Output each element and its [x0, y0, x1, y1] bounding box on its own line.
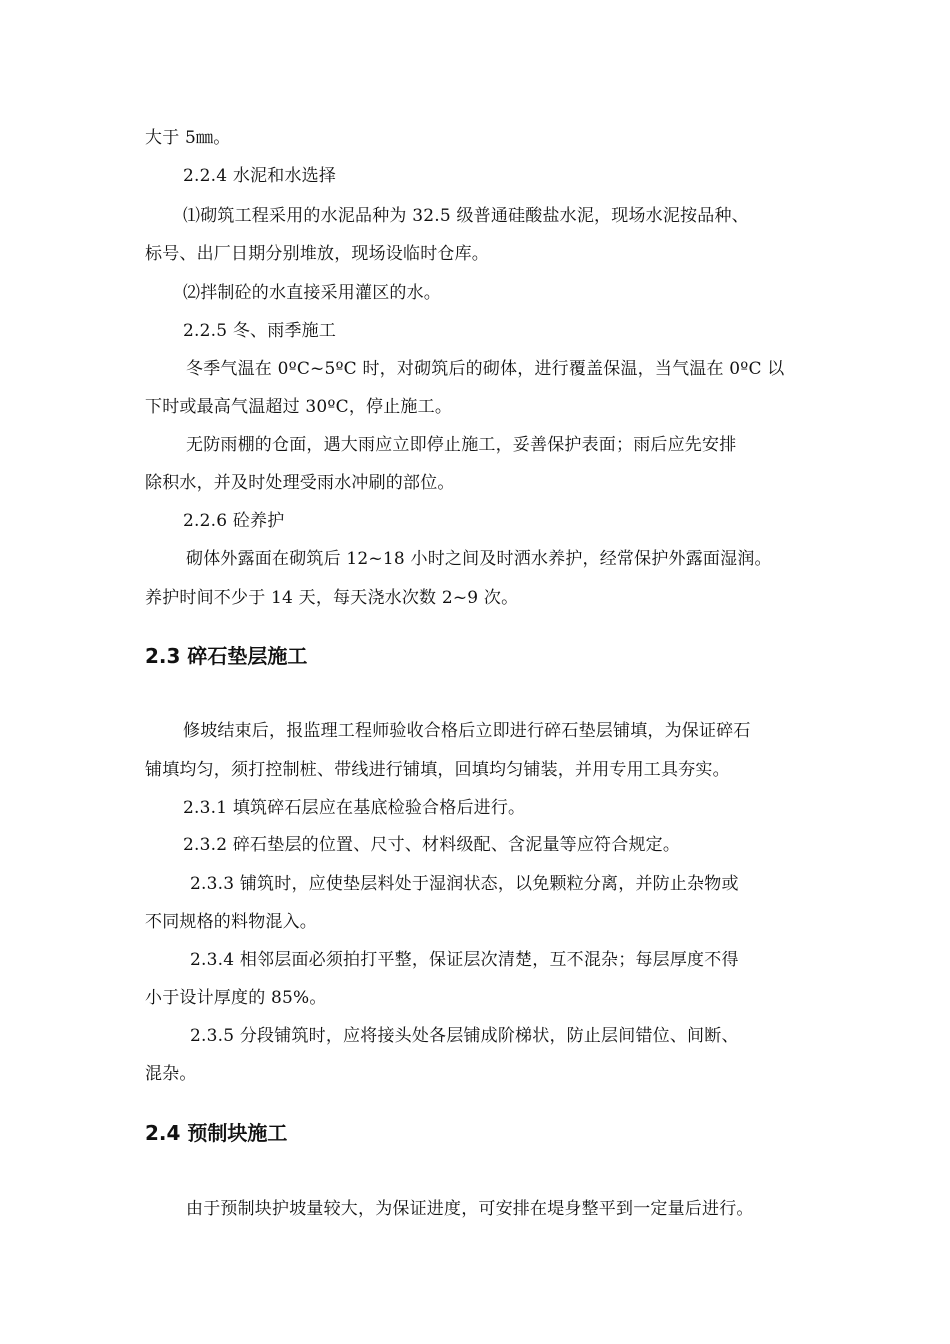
- paragraph-line: 标号、出厂日期分别堆放，现场设临时仓库。: [145, 244, 489, 264]
- paragraph-line: 无防雨棚的仓面，遇大雨应立即停止施工，妥善保护表面；雨后应先安排: [186, 435, 737, 455]
- paragraph-line: 不同规格的料物混入。: [145, 912, 317, 932]
- paragraph-line: 2.3.1 填筑碎石层应在基底检验合格后进行。: [183, 798, 526, 818]
- paragraph-line: 2.3.2 碎石垫层的位置、尺寸、材料级配、含泥量等应符合规定。: [183, 835, 681, 855]
- paragraph-line: 除积水，并及时处理受雨水冲刷的部位。: [145, 473, 455, 493]
- paragraph-line: 2.3.3 铺筑时，应使垫层料处于湿润状态，以免颗粒分离，并防止杂物或: [190, 874, 739, 894]
- paragraph-line: 小于设计厚度的 85%。: [145, 988, 327, 1008]
- subsection-title: 2.2.6 砼养护: [183, 511, 285, 531]
- paragraph-line: ⑵拌制砼的水直接采用灌区的水。: [183, 283, 441, 303]
- paragraph-line: 由于预制块护坡量较大，为保证进度，可安排在堤身整平到一定量后进行。: [186, 1199, 754, 1219]
- subsection-title: 2.2.5 冬、雨季施工: [183, 321, 337, 341]
- paragraph-line: 冬季气温在 0ºC~5ºC 时，对砌筑后的砌体，进行覆盖保温，当气温在 0ºC 以: [186, 359, 785, 379]
- paragraph-line: 养护时间不少于 14 天，每天浇水次数 2~9 次。: [145, 588, 519, 608]
- paragraph-line: 大于 5㎜。: [145, 128, 231, 148]
- paragraph-line: 砌体外露面在砌筑后 12~18 小时之间及时洒水养护，经常保护外露面湿润。: [186, 549, 772, 569]
- paragraph-line: 下时或最高气温超过 30ºC，停止施工。: [145, 397, 453, 417]
- section-heading: 2.3 碎石垫层施工: [145, 644, 308, 668]
- paragraph-line: 修坡结束后，报监理工程师验收合格后立即进行碎石垫层铺填，为保证碎石: [183, 721, 751, 741]
- paragraph-line: 2.3.5 分段铺筑时，应将接头处各层铺成阶梯状，防止层间错位、间断、: [190, 1026, 739, 1046]
- section-heading: 2.4 预制块施工: [145, 1121, 288, 1145]
- paragraph-line: 铺填均匀，须打控制桩、带线进行铺填，回填均匀铺装，并用专用工具夯实。: [145, 760, 730, 780]
- paragraph-line: ⑴砌筑工程采用的水泥品种为 32.5 级普通硅酸盐水泥，现场水泥按品种、: [183, 206, 749, 226]
- paragraph-line: 混杂。: [145, 1064, 197, 1084]
- paragraph-line: 2.3.4 相邻层面必须拍打平整，保证层次清楚，互不混杂；每层厚度不得: [190, 950, 739, 970]
- subsection-title: 2.2.4 水泥和水选择: [183, 166, 337, 186]
